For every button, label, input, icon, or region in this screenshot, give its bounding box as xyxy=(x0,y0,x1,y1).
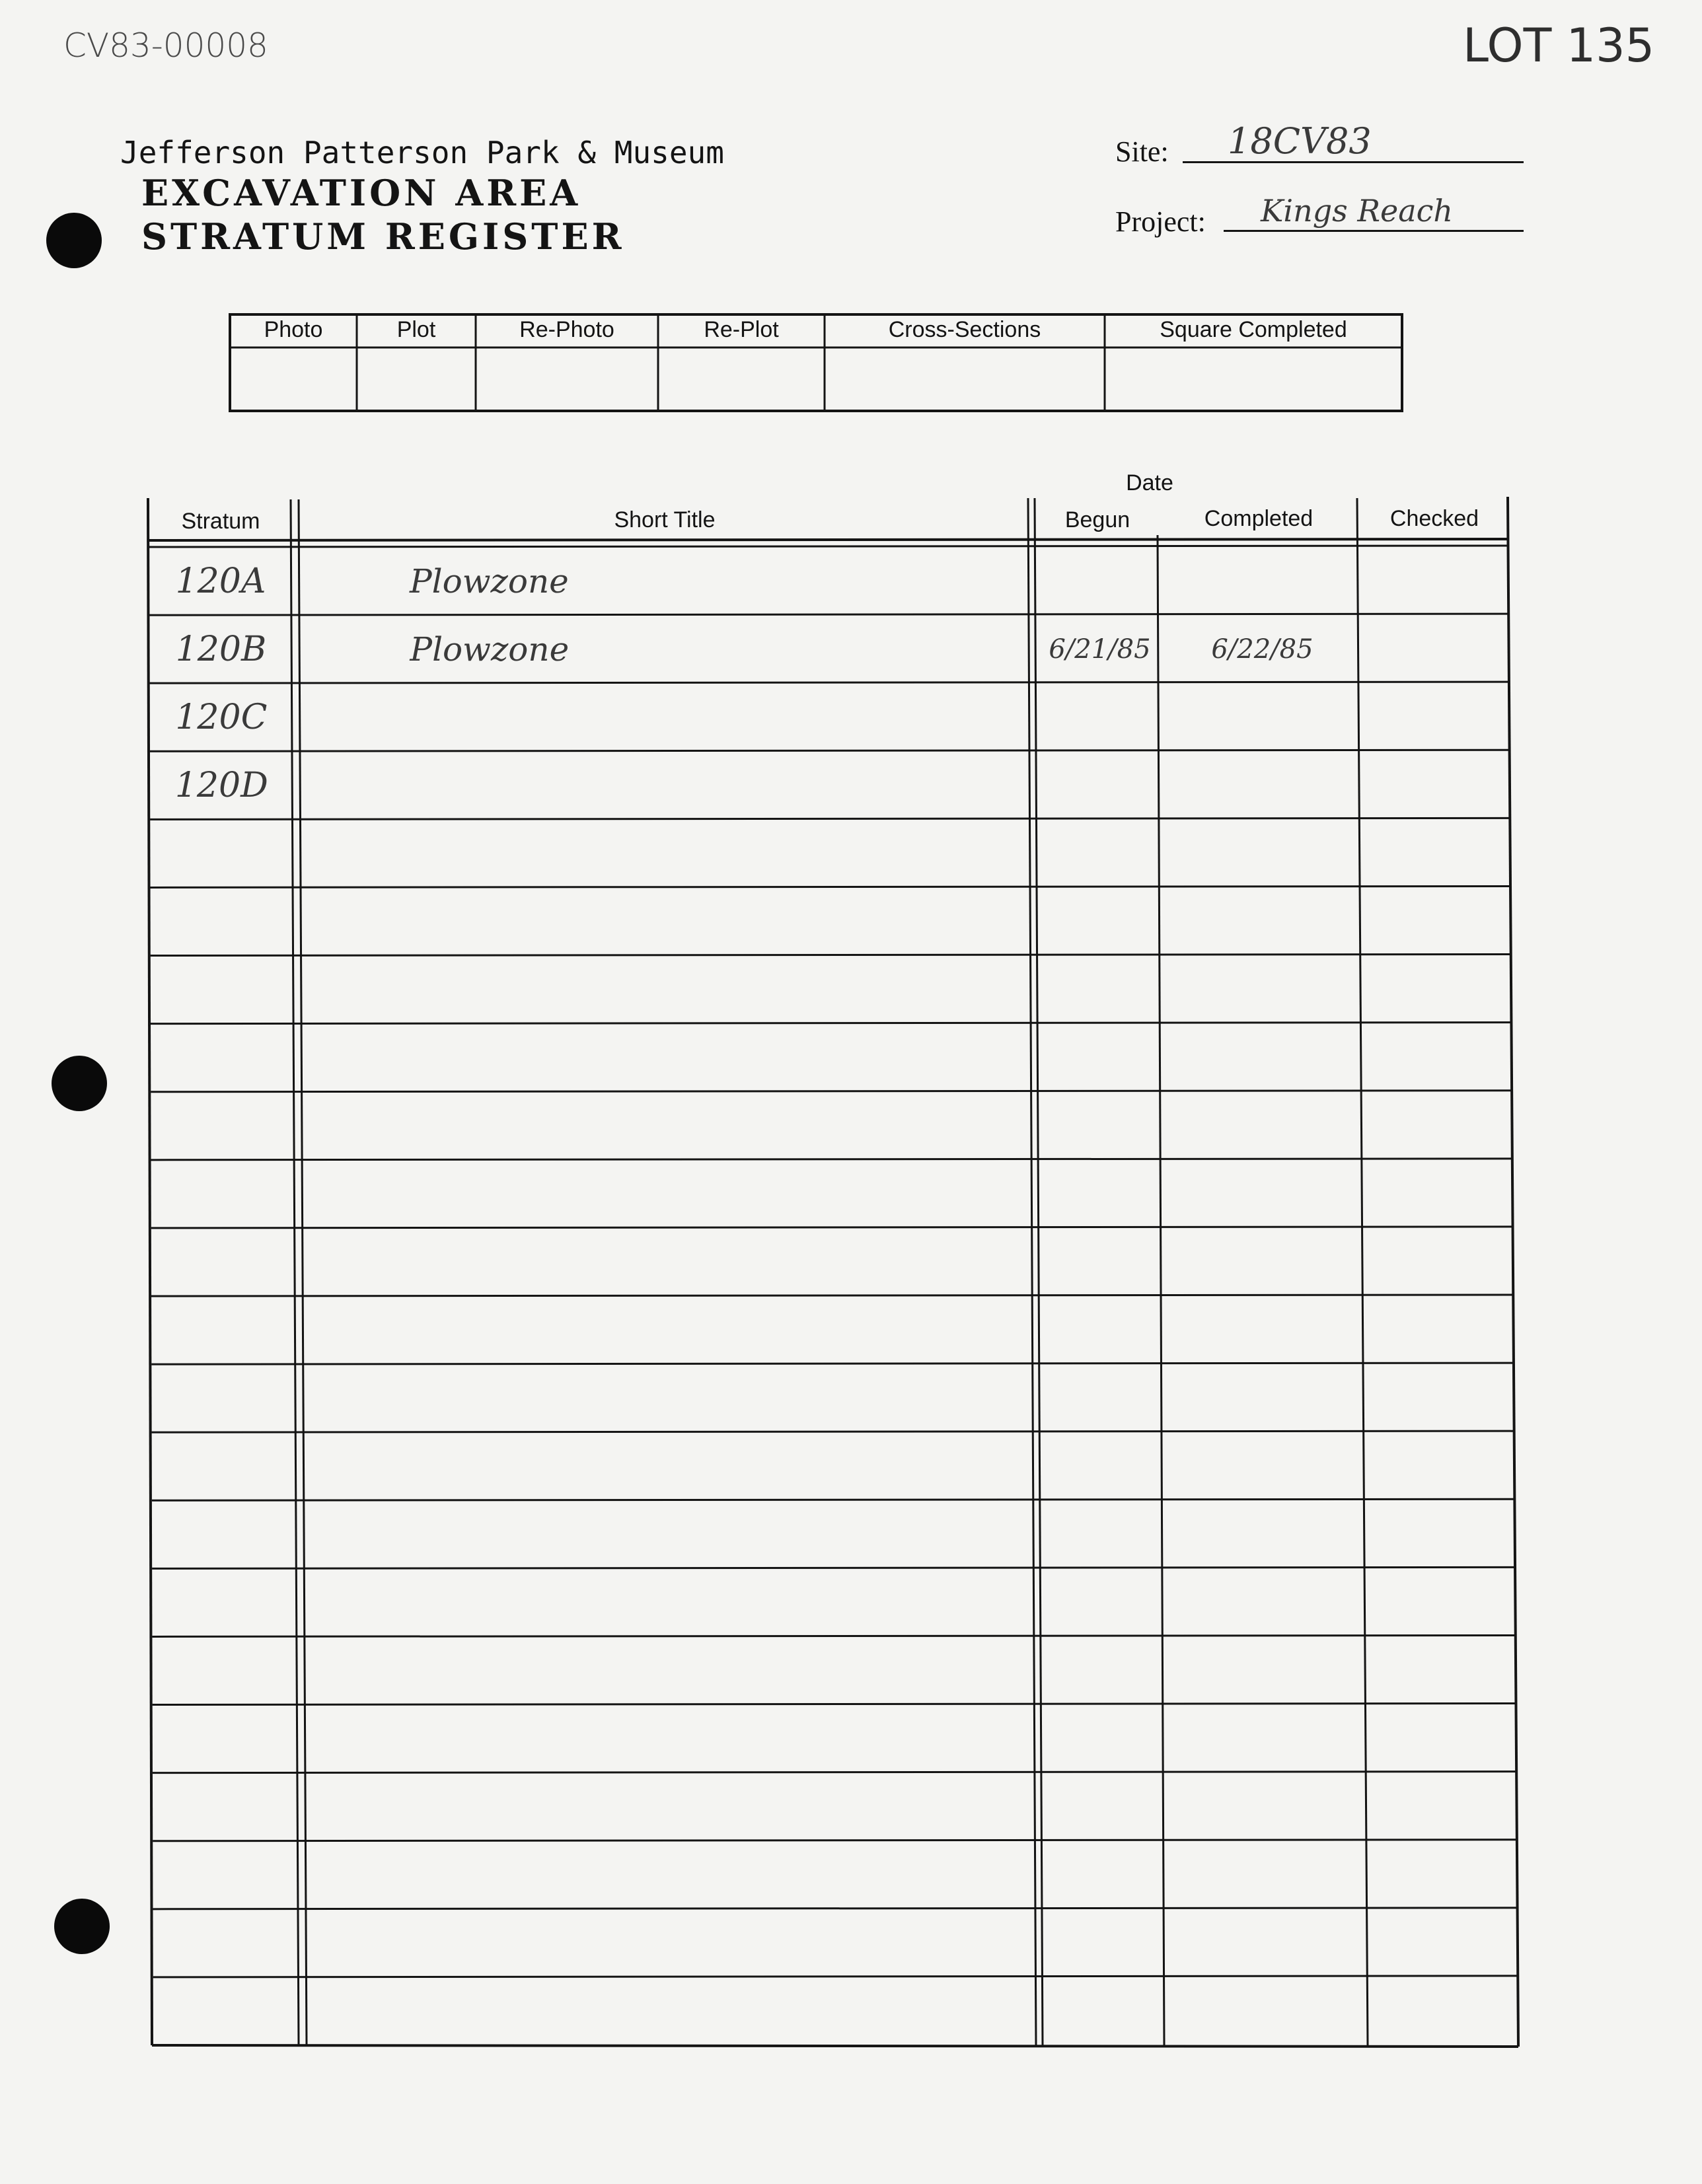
stratum-cell[interactable] xyxy=(156,1846,296,1905)
short-title-cell[interactable] xyxy=(413,1369,1027,1428)
register-row-rule xyxy=(153,1840,1517,1841)
begun-date-cell[interactable]: 6/21/85 xyxy=(1049,634,1151,665)
completed-date-cell[interactable] xyxy=(1166,961,1362,1020)
short-title-cell[interactable] xyxy=(414,1506,1028,1564)
stratum-cell[interactable] xyxy=(152,824,292,883)
short-title-cell[interactable] xyxy=(412,1165,1027,1224)
register-row-rule xyxy=(152,1567,1516,1568)
completed-date-cell[interactable] xyxy=(1168,1506,1364,1564)
begun-date-cell[interactable] xyxy=(1039,756,1161,815)
completed-date-cell[interactable] xyxy=(1166,1097,1362,1156)
stratum-cell[interactable] xyxy=(153,961,293,1020)
catalog-id-note: CV83-00008 xyxy=(63,26,268,65)
stratum-cell[interactable] xyxy=(155,1710,295,1769)
register-row-rule xyxy=(150,886,1511,887)
completed-date-cell[interactable] xyxy=(1167,1233,1362,1292)
stratum-cell[interactable] xyxy=(153,1029,293,1088)
stratum-cell[interactable]: 120C xyxy=(175,698,268,738)
register-row-rule xyxy=(151,955,1512,956)
begun-date-cell[interactable] xyxy=(1040,824,1162,883)
register-row-rule xyxy=(152,1499,1515,1500)
begun-date-cell[interactable] xyxy=(1041,1029,1162,1088)
completed-date-cell[interactable] xyxy=(1166,1029,1362,1088)
status-col-square-completed: Square Completed xyxy=(1160,317,1347,342)
begun-date-cell[interactable] xyxy=(1043,1574,1165,1632)
register-row-rule xyxy=(152,1635,1516,1636)
short-title-cell[interactable] xyxy=(415,1778,1029,1837)
register-bottom-rule xyxy=(152,2045,1518,2047)
register-row-rule xyxy=(151,1227,1514,1228)
completed-date-cell[interactable] xyxy=(1168,1438,1364,1496)
register-row-rule xyxy=(152,1431,1515,1432)
short-title-cell[interactable] xyxy=(412,1097,1026,1156)
stratum-cell[interactable] xyxy=(153,1233,293,1292)
stratum-cell[interactable] xyxy=(152,892,292,951)
short-title-cell[interactable] xyxy=(414,1710,1029,1769)
begun-date-cell[interactable] xyxy=(1040,892,1162,951)
begun-date-cell[interactable] xyxy=(1042,1369,1164,1428)
stratum-cell[interactable] xyxy=(155,1506,295,1564)
completed-date-cell[interactable] xyxy=(1164,552,1360,611)
begun-date-cell[interactable] xyxy=(1041,1233,1163,1292)
checked-cell[interactable] xyxy=(1366,824,1512,883)
register-header-rule xyxy=(148,539,1509,540)
checked-cell[interactable] xyxy=(1367,1097,1512,1156)
short-title-cell[interactable] xyxy=(412,961,1026,1020)
checked-cell[interactable] xyxy=(1366,688,1511,747)
status-value-plot[interactable] xyxy=(358,350,474,410)
short-title-cell[interactable] xyxy=(416,1914,1030,1973)
register-header-rule xyxy=(148,546,1509,547)
stratum-cell[interactable]: 120A xyxy=(175,562,266,601)
begun-date-cell[interactable] xyxy=(1042,1301,1164,1360)
completed-date-cell[interactable] xyxy=(1167,1301,1363,1360)
completed-date-cell[interactable] xyxy=(1166,824,1361,883)
short-title-cell[interactable] xyxy=(414,1574,1029,1632)
status-col-rephoto: Re-Photo xyxy=(519,317,614,342)
checked-cell[interactable] xyxy=(1370,1846,1516,1905)
stratum-cell[interactable] xyxy=(157,1914,297,1973)
stratum-cell[interactable] xyxy=(155,1642,295,1700)
short-title-cell[interactable] xyxy=(414,1642,1029,1700)
checked-cell[interactable] xyxy=(1370,1642,1515,1700)
register-row-rule xyxy=(151,1159,1512,1160)
checked-cell[interactable] xyxy=(1366,892,1512,951)
begun-date-cell[interactable] xyxy=(1041,1165,1163,1224)
checked-cell[interactable] xyxy=(1368,1165,1513,1224)
checked-cell[interactable] xyxy=(1366,756,1511,815)
checked-cell[interactable] xyxy=(1365,552,1510,611)
checked-cell[interactable] xyxy=(1371,1914,1516,1973)
stratum-cell[interactable] xyxy=(155,1438,295,1496)
status-col-plot: Plot xyxy=(396,317,436,342)
stratum-cell[interactable] xyxy=(156,1778,296,1837)
register-row-rule xyxy=(151,1091,1512,1092)
stratum-cell[interactable]: 120B xyxy=(175,630,267,670)
form-title-line-1: EXCAVATION AREA xyxy=(141,172,581,214)
begun-date-cell[interactable] xyxy=(1043,1506,1164,1564)
short-title-cell[interactable] xyxy=(412,1233,1027,1292)
short-title-cell[interactable] xyxy=(413,1301,1027,1360)
stratum-cell[interactable] xyxy=(155,1574,295,1632)
short-title-cell[interactable] xyxy=(410,756,1025,815)
site-field[interactable]: 18CV83 xyxy=(1228,120,1372,162)
register-row-rule xyxy=(153,1772,1517,1773)
register-row-rule xyxy=(150,750,1510,751)
register-row-rule xyxy=(153,1704,1516,1705)
col-header-short-title: Short Title xyxy=(614,507,716,532)
stratum-cell[interactable] xyxy=(153,1165,293,1224)
register-row-rule xyxy=(151,1295,1514,1296)
short-title-cell[interactable] xyxy=(411,892,1025,951)
stratum-cell[interactable] xyxy=(153,1097,293,1156)
stratum-cell[interactable] xyxy=(154,1301,294,1360)
begun-date-cell[interactable] xyxy=(1043,1710,1165,1769)
begun-date-cell[interactable] xyxy=(1045,1983,1166,2041)
checked-cell[interactable] xyxy=(1368,1369,1514,1428)
completed-date-cell[interactable] xyxy=(1169,1778,1365,1837)
begun-date-cell[interactable] xyxy=(1039,688,1161,747)
register-row-rule xyxy=(149,614,1509,615)
form-title-line-2: STRATUM REGISTER xyxy=(141,215,625,258)
checked-cell[interactable] xyxy=(1367,961,1512,1020)
short-title-cell[interactable]: Plowzone xyxy=(410,630,570,669)
organization-name: Jefferson Patterson Park & Museum xyxy=(120,135,724,170)
checked-cell[interactable] xyxy=(1367,1029,1512,1088)
completed-date-cell[interactable] xyxy=(1165,756,1360,815)
status-col-cross-sections: Cross-Sections xyxy=(888,317,1041,342)
site-label: Site: xyxy=(1115,135,1169,168)
checked-cell[interactable] xyxy=(1365,620,1510,679)
status-value-cross-sections[interactable] xyxy=(826,350,1103,410)
stratum-cell[interactable] xyxy=(157,1983,297,2041)
completed-date-cell[interactable] xyxy=(1169,1710,1364,1769)
stratum-cell[interactable] xyxy=(154,1369,294,1428)
checked-cell[interactable] xyxy=(1368,1233,1513,1292)
status-value-rephoto[interactable] xyxy=(477,350,657,410)
completed-date-cell[interactable] xyxy=(1170,1914,1366,1973)
project-field[interactable]: Kings Reach xyxy=(1261,193,1454,229)
date-group-label: Date xyxy=(1126,470,1173,495)
begun-date-cell[interactable] xyxy=(1039,552,1160,611)
short-title-cell[interactable] xyxy=(415,1846,1029,1905)
register-row-rule xyxy=(153,1976,1518,1977)
begun-date-cell[interactable] xyxy=(1041,961,1162,1020)
col-header-checked: Checked xyxy=(1389,506,1479,531)
col-header-begun: Begun xyxy=(1064,507,1130,532)
begun-date-cell[interactable] xyxy=(1043,1438,1164,1496)
status-col-replot: Re-Plot xyxy=(704,317,779,342)
begun-date-cell[interactable] xyxy=(1041,1097,1162,1156)
col-header-stratum: Stratum xyxy=(181,509,260,534)
completed-date-cell[interactable] xyxy=(1170,1983,1366,2041)
register-row-rule xyxy=(153,1908,1518,1909)
status-col-photo: Photo xyxy=(264,317,323,342)
checked-cell[interactable] xyxy=(1370,1710,1515,1769)
completed-date-cell[interactable] xyxy=(1166,892,1361,951)
checked-cell[interactable] xyxy=(1370,1778,1516,1837)
short-title-cell[interactable] xyxy=(414,1438,1028,1496)
begun-date-cell[interactable] xyxy=(1044,1778,1166,1837)
short-title-cell[interactable] xyxy=(416,1983,1030,2041)
checked-cell[interactable] xyxy=(1369,1438,1514,1496)
completed-date-cell[interactable] xyxy=(1165,688,1360,747)
register-row-rule xyxy=(151,1023,1512,1024)
checked-cell[interactable] xyxy=(1369,1506,1514,1564)
checked-cell[interactable] xyxy=(1368,1301,1514,1360)
register-row-rule xyxy=(150,682,1510,683)
begun-date-cell[interactable] xyxy=(1044,1846,1166,1905)
short-title-cell[interactable] xyxy=(411,824,1025,883)
completed-date-cell[interactable] xyxy=(1169,1642,1364,1700)
completed-date-cell[interactable] xyxy=(1167,1165,1362,1224)
completed-date-cell[interactable]: 6/22/85 xyxy=(1211,634,1314,665)
begun-date-cell[interactable] xyxy=(1045,1914,1166,1973)
register-row-rule xyxy=(150,818,1511,819)
register-col-divider xyxy=(299,499,307,2045)
project-label: Project: xyxy=(1115,205,1206,238)
status-value-square-completed[interactable] xyxy=(1106,350,1401,410)
status-value-replot[interactable] xyxy=(659,350,823,410)
col-header-completed: Completed xyxy=(1204,506,1314,531)
short-title-cell[interactable] xyxy=(412,1029,1026,1088)
checked-cell[interactable] xyxy=(1371,1983,1516,2041)
status-value-photo[interactable] xyxy=(231,350,355,410)
lot-number-note: LOT 135 xyxy=(1463,18,1655,73)
short-title-cell[interactable] xyxy=(410,688,1025,747)
checked-cell[interactable] xyxy=(1370,1574,1515,1632)
stratum-cell[interactable]: 120D xyxy=(174,766,268,806)
completed-date-cell[interactable] xyxy=(1169,1574,1364,1632)
register-row-rule xyxy=(151,1363,1514,1364)
short-title-cell[interactable]: Plowzone xyxy=(410,562,569,601)
completed-date-cell[interactable] xyxy=(1169,1846,1365,1905)
begun-date-cell[interactable] xyxy=(1043,1642,1165,1700)
completed-date-cell[interactable] xyxy=(1167,1369,1363,1428)
